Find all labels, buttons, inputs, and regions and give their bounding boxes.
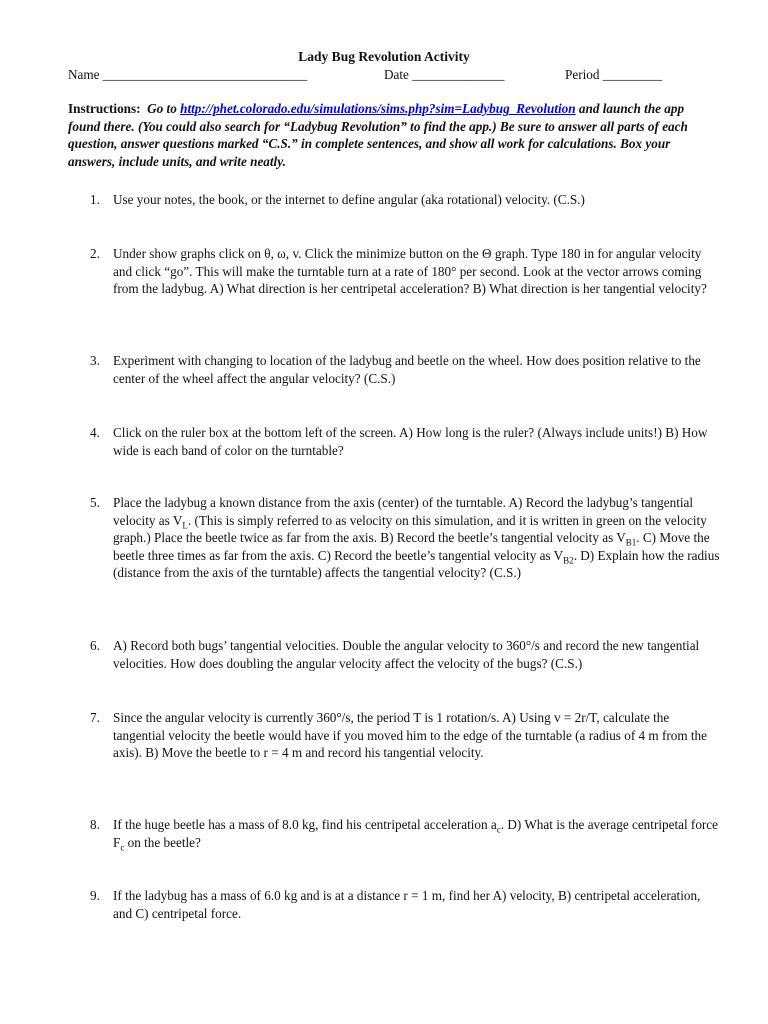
- question-text-part: on the beetle?: [124, 834, 201, 850]
- question-2: [90, 245, 730, 298]
- question-text-part: . D) Explain how the radius (distance from the axis of the turntable) affects the tangential velocity? (C.S.): [113, 547, 720, 580]
- question-text: If the ladybug has a mass of 6.0 kg and is at a distance r = 1 m, find her A) velocity, B) centripetal acceleration, and C) centripetal force.: [113, 888, 701, 921]
- subscript-b1: B1: [625, 537, 637, 548]
- question-number: 4.: [90, 425, 100, 440]
- question-text-part: . C) Move the beetle three times as far from the axis. C) Record the beetle’s tangential velocity as V: [113, 530, 710, 563]
- question-1: [90, 191, 730, 209]
- question-text-part: . D) What is the average centripetal force F: [113, 817, 719, 850]
- subscript-b2: B2: [563, 555, 574, 566]
- question-text: Since the angular velocity is currently 360°/s, the period T is 1 rotation/s. A) Using v = 2r/T, calculate the tangential velocity the beetle would have if you moved him to the edge of the turntable (a radius of 4 m from the axis). B) Move the beetle to r = 4 m and record his tangential velocity.: [113, 710, 707, 760]
- question-number: 5.: [90, 495, 100, 510]
- question-number: 9.: [90, 888, 100, 903]
- question-number: 6.: [90, 638, 100, 653]
- question-text: Under show graphs click on θ, ω, v. Click the minimize button on the Θ graph. Type 180 in for angular velocity and click “go”. This will make the turntable turn at a rate of 180° per second. Look at the vector arrows coming from the ladybug. A) What direction is her centripetal acceleration? B) What direction is her tangential velocity?: [113, 246, 707, 296]
- name-field: Name _______________________________: [68, 67, 308, 82]
- question-number: 7.: [90, 710, 100, 725]
- question-text: Click on the ruler box at the bottom left of the screen. A) How long is the ruler? (Always include units!) B) How wide is each band of color on the turntable?: [113, 425, 708, 458]
- subscript-c: c: [120, 842, 125, 853]
- question-6: [90, 637, 730, 672]
- instructions-label: Instructions:: [68, 101, 141, 116]
- instructions-text: and launch the app found there. (You could also search for “Ladybug Revolution” to find the app.) Be sure to answer all parts of each question, answer questions marked “C.S.” in complete sentences, and show all work for calculations. Box your answers, include units, and write neatly.: [68, 101, 688, 169]
- question-number: 3.: [90, 353, 100, 368]
- question-number: 1.: [90, 192, 100, 207]
- question-3: [90, 352, 730, 387]
- question-text: [113, 816, 721, 851]
- question-7: [90, 709, 730, 762]
- question-4: [90, 424, 730, 459]
- question-9: [90, 887, 730, 922]
- subscript-c: c: [496, 824, 501, 835]
- question-number: 2.: [90, 246, 100, 261]
- question-text-part: . (This is simply referred to as velocity on this simulation, and it is written in green on the velocity graph.) Place the beetle twice as far from the axis. B) Record the beetle’s tangential velocity as V: [113, 512, 707, 545]
- question-number: 8.: [90, 817, 100, 832]
- date-field: Date ______________: [384, 67, 505, 82]
- question-8: [90, 816, 730, 851]
- period-field: Period _________: [565, 67, 663, 82]
- question-text: [113, 494, 721, 582]
- subscript-l: L: [182, 520, 188, 531]
- worksheet-title: Lady Bug Revolution Activity: [298, 49, 470, 64]
- question-text: A) Record both bugs’ tangential velocities. Double the angular velocity to 360°/s and record the new tangential velocities. How does doubling the angular velocity affect the velocity of the bugs? (C.S.): [113, 638, 700, 671]
- question-text-part: If the huge beetle has a mass of 8.0 kg, find his centripetal acceleration a: [113, 817, 497, 832]
- question-text-part: Place the ladybug a known distance from the axis (center) of the turntable. A) Record the ladybug’s tangential velocity as V: [113, 495, 694, 528]
- question-text: Use your notes, the book, or the internet to define angular (aka rotational) velocity. (C.S.): [113, 192, 585, 207]
- instructions: [68, 100, 708, 170]
- simulation-link[interactable]: http://phet.colorado.edu/simulations/sims.php?sim=Ladybug_Revolution: [180, 101, 576, 116]
- question-text: Experiment with changing to location of the ladybug and beetle on the wheel. How does position relative to the center of the wheel affect the angular velocity? (C.S.): [113, 353, 701, 386]
- question-5: [90, 494, 730, 582]
- instructions-go-to: Go to: [147, 101, 177, 116]
